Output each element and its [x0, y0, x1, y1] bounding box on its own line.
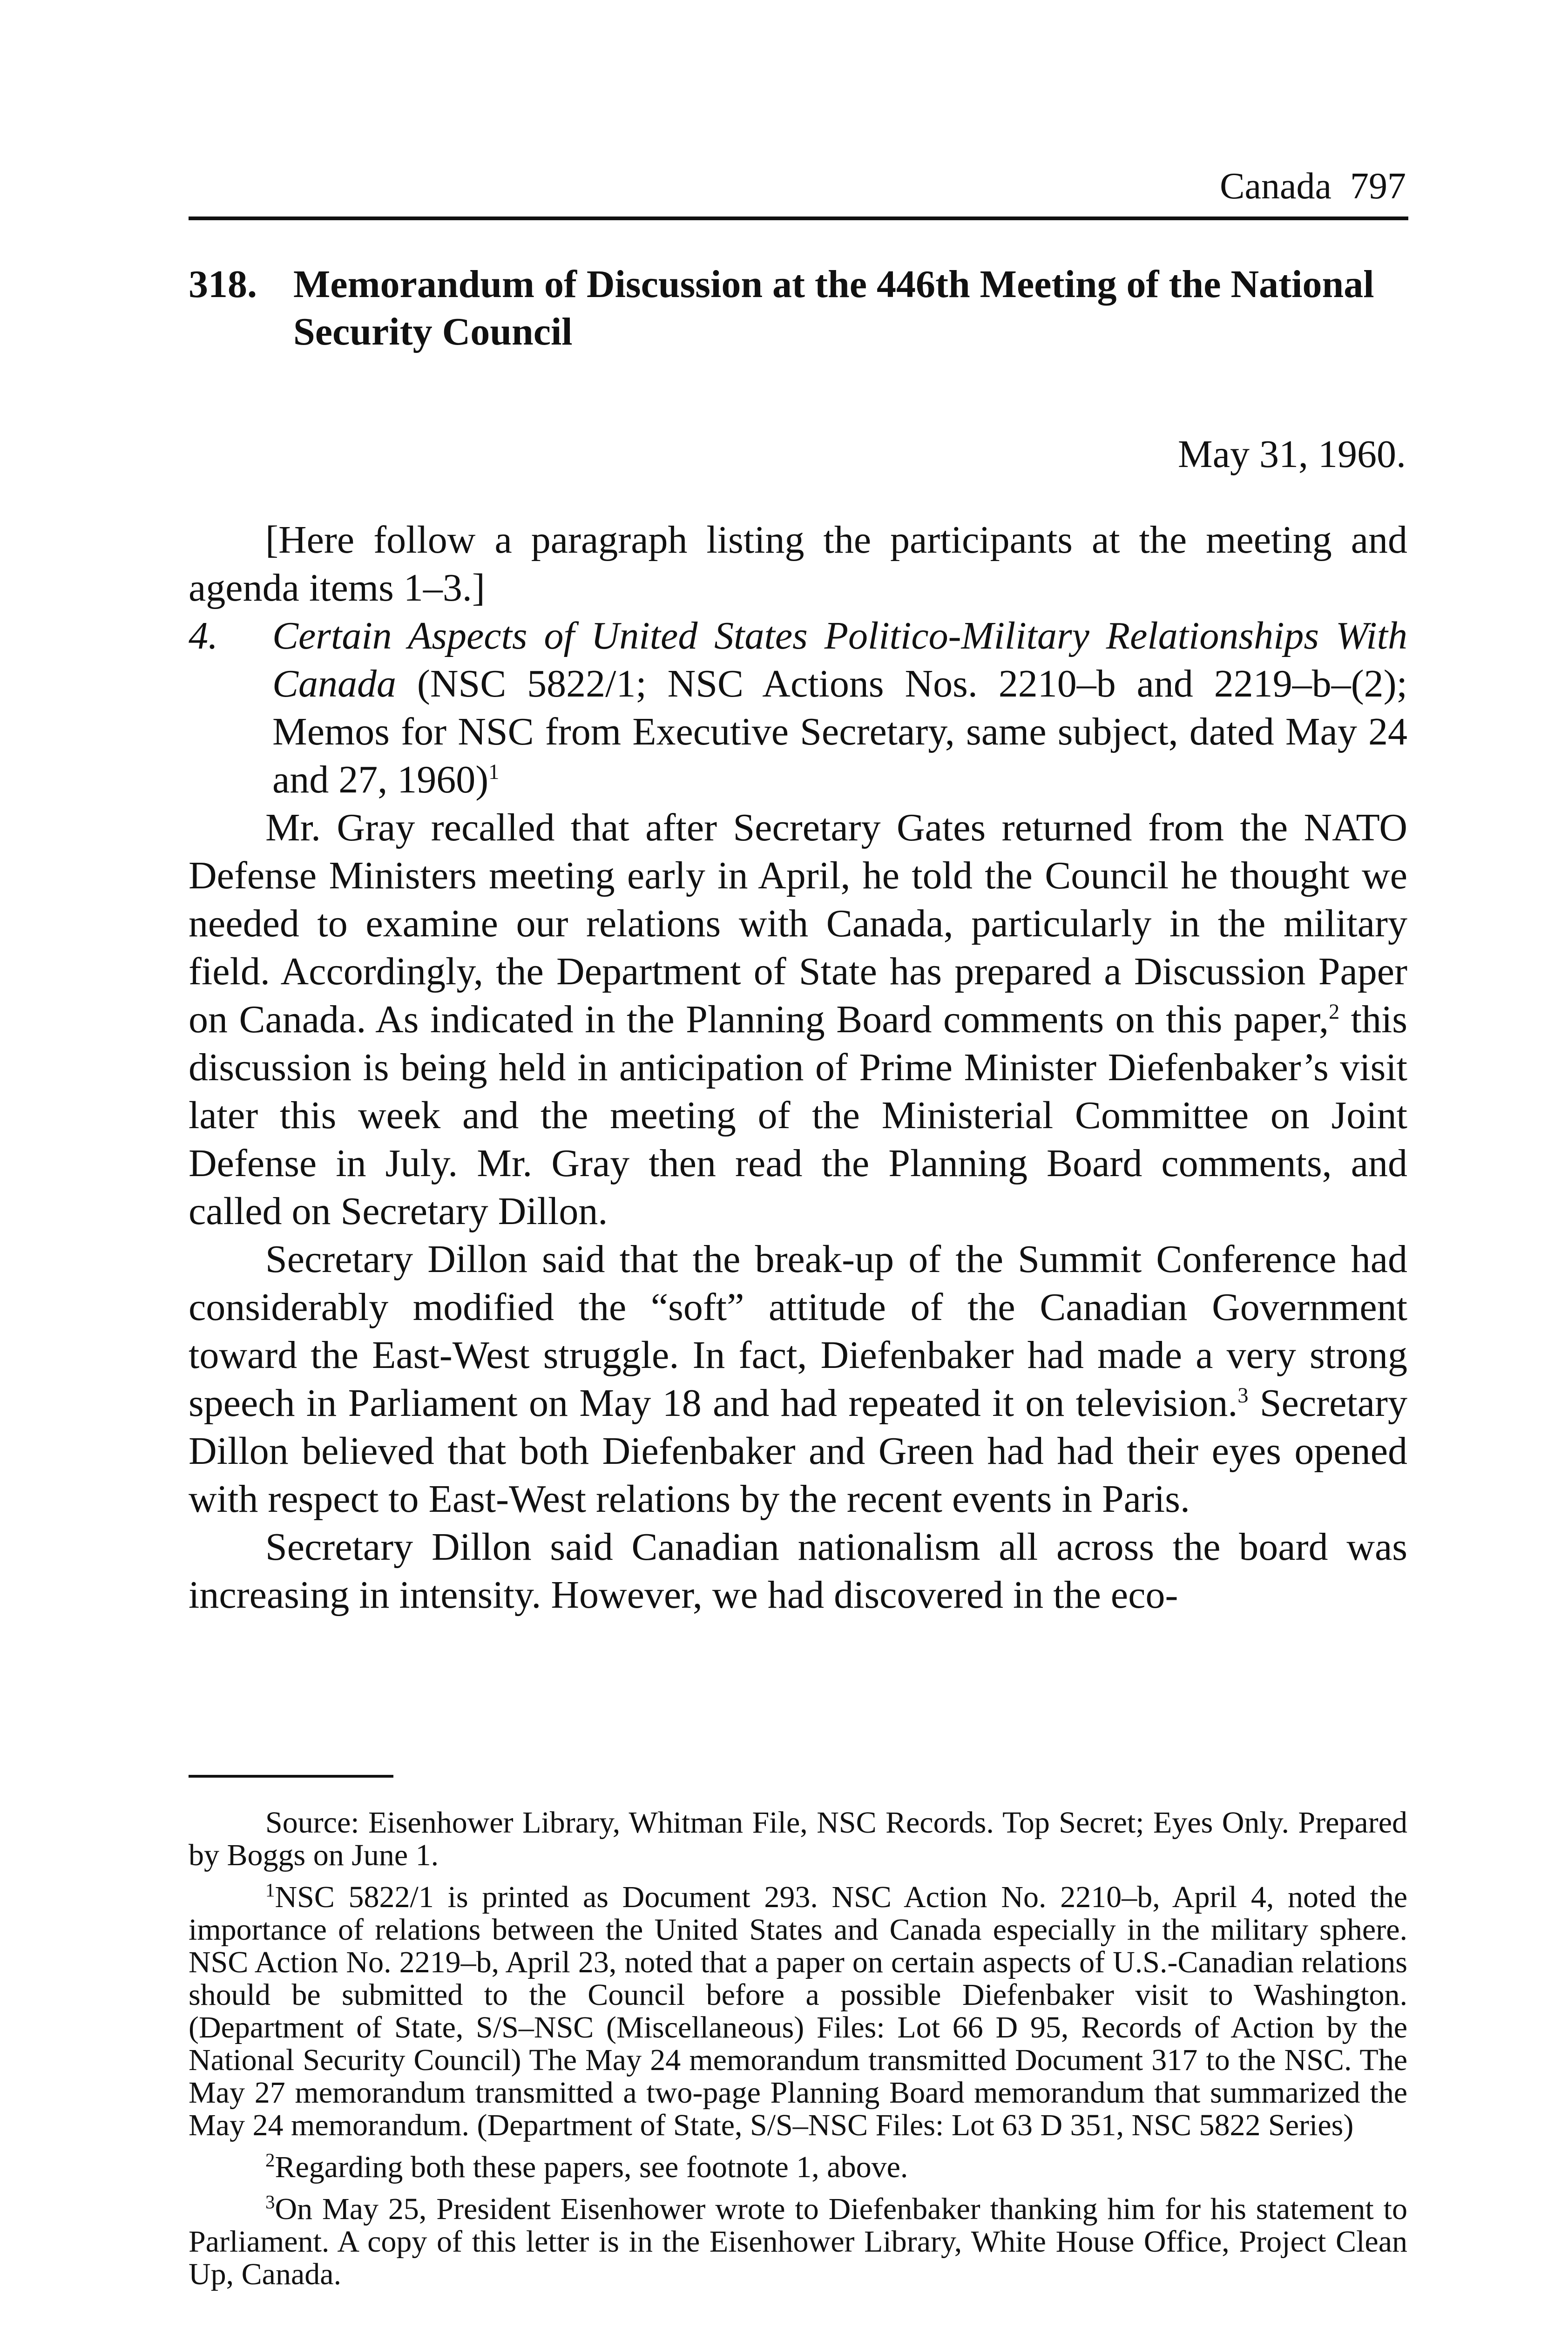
footnote-2-text: Regarding both these papers, see footnote 1, above. — [275, 2150, 908, 2184]
header-rule — [189, 217, 1408, 220]
footnote-ref-3: 3 — [1237, 1383, 1249, 1407]
footnote-ref-1: 1 — [488, 760, 500, 784]
footnote-1 — [189, 1881, 1407, 2142]
running-title: Canada — [1220, 166, 1331, 207]
source-note: Source: Eisenhower Library, Whitman File, NSC Records. Top Secret; Eyes Only. Prepared by Boggs on June 1. — [189, 1806, 1407, 1872]
footnote-3-text: On May 25, President Eisenhower wrote to Diefenbaker thanking him for his statement to Parliament. A copy of this letter is in the Eisenhower Library, White House Office, Project Clean Up, Canada. — [189, 2192, 1407, 2291]
running-header — [189, 163, 1406, 210]
paragraph-dillon-part-a: Secretary Dillon said that the break-up of the Summit Conference had considerably modified the “soft” attitude of the Canadian Government toward the East-West struggle. In fact, Diefenbaker had made a very strong speech in Parliament on May 18 and had repeated it on television. — [189, 1238, 1407, 1425]
footnote-2 — [189, 2151, 1407, 2184]
footnote-3 — [189, 2193, 1407, 2291]
paragraph-gray — [189, 804, 1407, 1235]
body-text — [189, 516, 1407, 1619]
footnote-1-mark: 1 — [265, 1880, 275, 1901]
agenda-item-title: Certain Aspects of United States Politico-Military Relationships With Canada — [272, 614, 1407, 705]
document-title: Memorandum of Discussion at the 446th Meeting of the National Security Council — [293, 263, 1374, 353]
footnote-3-mark: 3 — [265, 2192, 275, 2213]
document-heading — [189, 261, 1406, 356]
agenda-item-number: 4. — [189, 614, 218, 657]
footnote-rule — [189, 1775, 393, 1778]
footnotes — [189, 1807, 1407, 2300]
editorial-note: [Here follow a paragraph listing the participants at the meeting and agenda items 1–3.] — [189, 518, 1407, 609]
paragraph-dillon-summit — [189, 1235, 1407, 1523]
footnote-1-text: NSC 5822/1 is printed as Document 293. NSC Action No. 2210–b, April 4, noted the importance of relations between the United States and Canada especially in the military sphere. NSC Action No. 2219–b, April 23, noted that a paper on certain aspects of U.S.-Canadian relations should be submitted to the Council before a possible Diefenbaker visit to Washington. (Department of State, S/S–NSC (Miscellaneous) Files: Lot 66 D 95, Records of Action by the National Security Council) The May 24 memorandum transmitted Document 317 to the NSC. The May 27 memorandum transmitted a two-page Planning Board memorandum that summarized the May 24 memorandum. (Department of State, S/S–NSC Files: Lot 63 D 351, NSC 5822 Series) — [189, 1880, 1407, 2142]
agenda-item — [189, 612, 1407, 804]
paragraph-dillon-part-b: Secretary Dillon believed that both Diefenbaker and Green had had their eyes opened with respect to East-West relations by the recent events in Paris. — [189, 1381, 1407, 1521]
page-number: 797 — [1350, 166, 1406, 207]
paragraph-gray-part-b: this discussion is being held in anticipation of Prime Minister Diefenbaker’s visit later this week and the meeting of the Ministerial Committee on Joint Defense in July. Mr. Gray then read the Planning Board comments, and called on Secretary Dillon. — [189, 998, 1407, 1233]
document-number: 318. — [189, 263, 257, 306]
paragraph-gray-part-a: Mr. Gray recalled that after Secretary Gates returned from the NATO Defense Ministers meeting early in April, he told the Council he thought we needed to examine our relations with Canada, particularly in the military field. Accordingly, the Department of State has prepared a Discussion Paper on Canada. As indicated in the Planning Board comments on this paper, — [189, 806, 1407, 1041]
document-date: May 31, 1960. — [1178, 433, 1406, 476]
footnote-2-mark: 2 — [265, 2150, 275, 2171]
agenda-item-details: (NSC 5822/1; NSC Actions Nos. 2210–b and 2219–b–(2); Memos for NSC from Executive Secretary, same subject, dated May 24 and 27, 1960) — [272, 662, 1407, 801]
paragraph-dillon-nationalism: Secretary Dillon said Canadian nationalism all across the board was increasing in intensity. However, we had discovered in the eco- — [189, 1525, 1407, 1617]
footnote-ref-2: 2 — [1329, 1000, 1340, 1023]
